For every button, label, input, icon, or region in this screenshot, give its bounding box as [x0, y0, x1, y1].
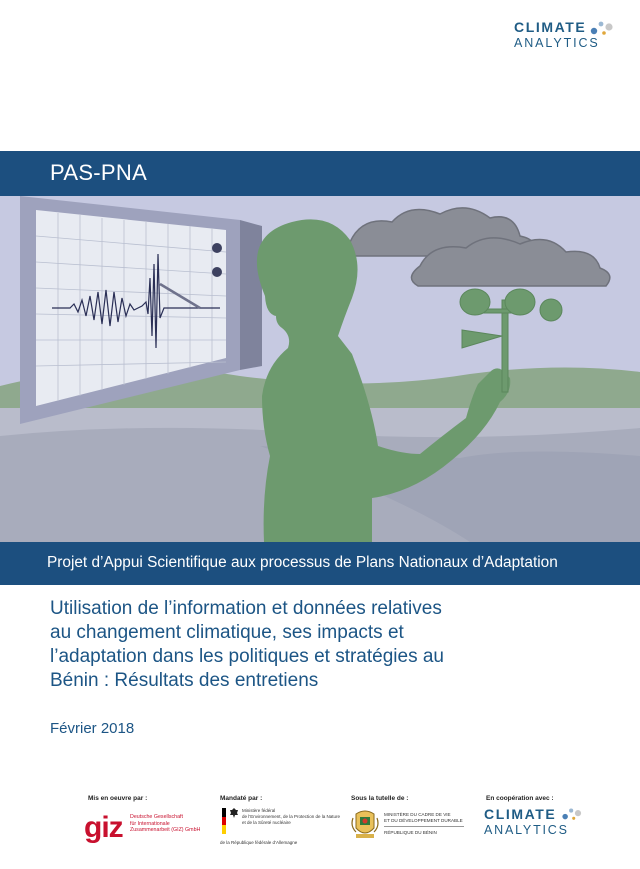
benin-ministry-name: MINISTÈRE DU CADRE DE VIE ET DU DÉVELOPPEMENT DURABLE [384, 812, 463, 823]
climate-analytics-logo [506, 18, 616, 54]
cooperation-label: En coopération avec : [486, 795, 554, 802]
title-line: au changement climatique, ses impacts et [50, 622, 404, 643]
title-line: Utilisation de l’information et données relatives [50, 598, 442, 619]
title-band [0, 151, 640, 196]
subtitle-band [0, 542, 640, 585]
climate-analytics-partner-logo [484, 805, 584, 841]
logo-dots-icon [588, 18, 616, 38]
logo-line-2: ANALYTICS [484, 823, 569, 837]
cover-illustration [0, 196, 640, 542]
logo-line-1: CLIMATE [514, 19, 587, 35]
supervision-label: Sous la tutelle de : [351, 795, 409, 802]
giz-logo: giz [84, 811, 123, 844]
program-title: PAS-PNA [50, 160, 148, 185]
bmu-name: Ministère fédéral de l’Environnement, de la Protection de la Nature et de la Sûreté nucléaire [242, 808, 341, 825]
logo-dots-icon [560, 805, 584, 823]
eagle-icon [229, 807, 239, 819]
logo-line-1: CLIMATE [484, 806, 557, 822]
benin-country: RÉPUBLIQUE DU BÉNIN [384, 830, 437, 835]
bmu-country: de la République fédérale d’Allemagne [220, 840, 298, 845]
publication-date: Février 2018 [50, 720, 135, 737]
logo-line-2: ANALYTICS [514, 36, 600, 50]
implemented-by-label: Mis en oeuvre par : [88, 795, 148, 802]
title-line: l’adaptation dans les politiques et stratégies au [50, 646, 444, 667]
divider [384, 826, 464, 827]
report-title [50, 597, 610, 693]
program-subtitle: Projet d’Appui Scientifique aux processus de Plans Nationaux d’Adaptation [47, 554, 558, 571]
giz-name: Deutsche Gesellschaft für Internationale Zusammenarbeit (GIZ) GmbH [130, 814, 201, 834]
title-line: Bénin : Résultats des entretiens [50, 670, 319, 691]
mandated-by-label: Mandaté par : [220, 795, 263, 802]
benin-coat-of-arms-icon [350, 808, 380, 840]
german-flag-icon [222, 808, 226, 834]
